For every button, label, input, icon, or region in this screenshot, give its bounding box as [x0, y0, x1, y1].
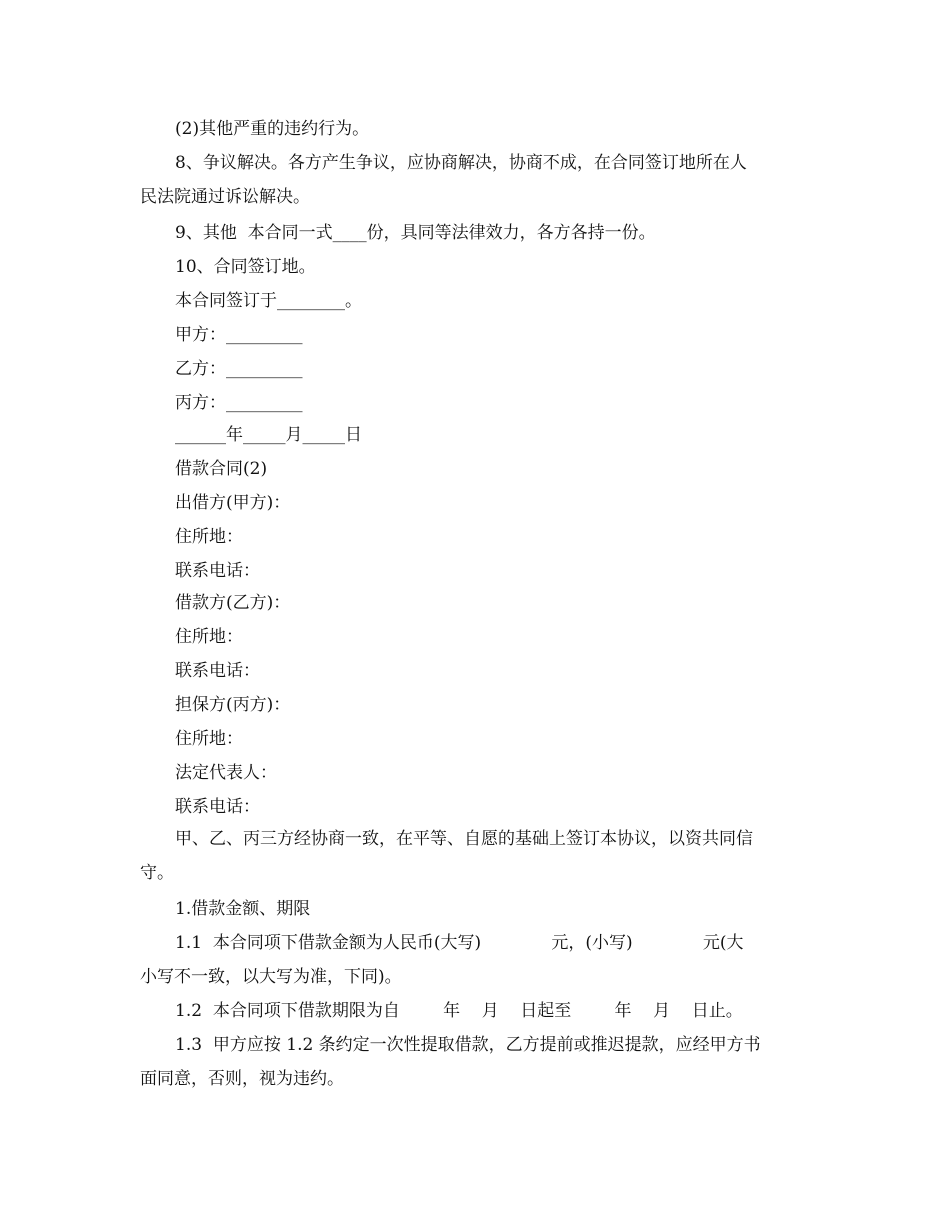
text-line: 出借方(甲方)：	[175, 493, 291, 513]
text-line: 法定代表人：	[175, 763, 277, 783]
text-line: 10、合同签订地。	[175, 257, 316, 277]
text-line: 1.2 本合同项下借款期限为自 年 月 日起至 年 月 日止。	[175, 1001, 743, 1021]
text-line: 借款方(乙方)：	[175, 593, 291, 613]
text-line: 守。	[140, 863, 174, 883]
text-line: 8、争议解决。各方产生争议，应协商解决，协商不成，在合同签订地所在人	[175, 153, 747, 173]
text-line: 丙方：_________	[175, 393, 303, 413]
text-line: 甲方：_________	[175, 325, 303, 345]
text-line: 住所地：	[175, 527, 243, 547]
text-line: 住所地：	[175, 729, 243, 749]
text-line: 9、其他 本合同一式____份，具同等法律效力，各方各持一份。	[175, 223, 656, 243]
text-line: 民法院通过诉讼解决。	[140, 187, 310, 207]
text-line: 面同意，否则，视为违约。	[140, 1069, 344, 1089]
text-line: 担保方(丙方)：	[175, 695, 291, 715]
text-line: 1.借款金额、期限	[175, 899, 311, 919]
text-line: 小写不一致，以大写为准，下同)。	[140, 967, 402, 987]
text-line: 1.1 本合同项下借款金额为人民币(大写) 元，(小写) 元(大	[175, 933, 744, 953]
text-line: 联系电话：	[175, 797, 260, 817]
text-line: 甲、乙、丙三方经协商一致，在平等、自愿的基础上签订本协议，以资共同信	[175, 829, 753, 849]
text-line: 联系电话：	[175, 661, 260, 681]
section-title: 借款合同(2)	[175, 459, 268, 479]
text-line: (2)其他严重的违约行为。	[175, 119, 370, 139]
text-line: ______年_____月_____日	[175, 425, 362, 445]
text-line: 住所地：	[175, 627, 243, 647]
text-line: 本合同签订于________。	[175, 291, 362, 311]
text-line: 1.3 甲方应按 1.2 条约定一次性提取借款，乙方提前或推迟提款，应经甲方书	[175, 1035, 761, 1055]
text-line: 联系电话：	[175, 561, 260, 581]
text-line: 乙方：_________	[175, 359, 303, 379]
